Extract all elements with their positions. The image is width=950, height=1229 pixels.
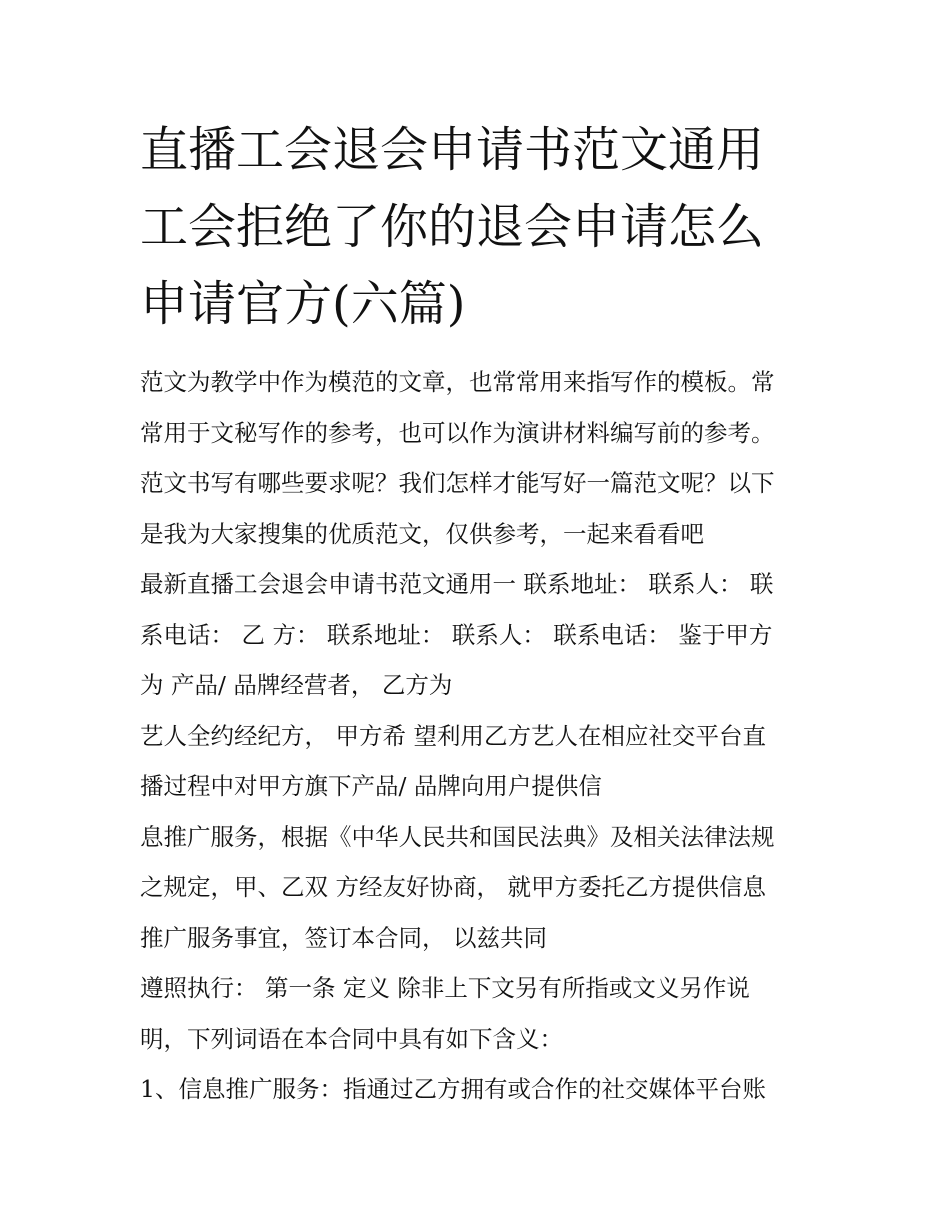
body-line: 之规定，甲、乙双 方经友好协商， 就甲方委托乙方提供信息 — [140, 873, 766, 901]
body-line: 为 产品/ 品牌经营者， 乙方为 — [140, 671, 453, 699]
title-line: 直播工会退会申请书范文通用 — [140, 122, 765, 178]
body-line: 艺人全约经纪方， 甲方希 望利用乙方艺人在相应社交平台直 — [140, 721, 766, 750]
body-line: 息推广服务，根据《中华人民共和国民法典》及相关法律法规 — [140, 822, 775, 851]
document-title — [140, 112, 820, 343]
body-line: 遵照执行： 第一条 定义 除非上下文另有所指或文义另作说 — [140, 974, 750, 1002]
body-line: 常用于文秘写作的参考，也可以作为演讲材料编写前的参考。 — [140, 418, 775, 447]
body-line: 明，下列词语在本合同中具有如下含义： — [140, 1024, 563, 1053]
body-line: 播过程中对甲方旗下产品/ 品牌向用户提供信 — [140, 772, 602, 800]
body-line: 范文书写有哪些要求呢？我们怎样才能写好一篇范文呢？以下 — [140, 469, 775, 497]
body-line: 范文为教学中作为模范的文章，也常常用来指写作的模板。常 — [140, 368, 775, 396]
body-line: 最新直播工会退会申请书范文通用一 联系地址： 联系人： 联 — [140, 570, 774, 598]
body-line: 是我为大家搜集的优质范文，仅供参考，一起来看看吧 — [140, 519, 704, 548]
body-line: 推广服务事宜，签订本合同， 以兹共同 — [140, 923, 547, 952]
body-line: 系电话： 乙 方： 联系地址： 联系人： 联系电话： 鉴于甲方 — [140, 620, 773, 649]
title-line: 申请官方(六篇) — [140, 276, 466, 332]
document-body — [140, 357, 820, 1115]
body-line: 1、信息推广服务：指通过乙方拥有或合作的社交媒体平台账 — [140, 1075, 766, 1103]
title-line: 工会拒绝了你的退会申请怎么 — [140, 199, 765, 255]
